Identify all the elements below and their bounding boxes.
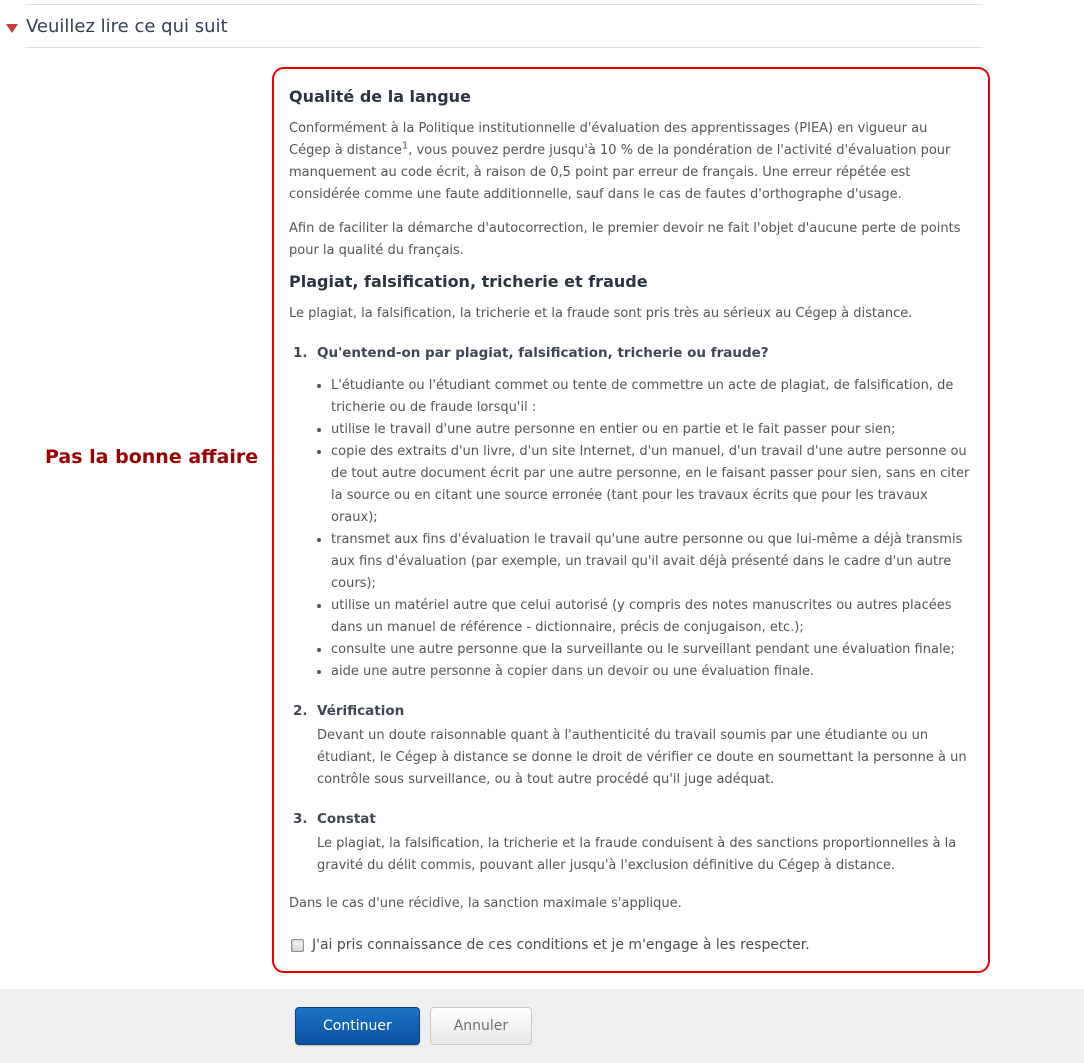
- list-item-verification: [289, 701, 973, 791]
- bullet-item: • L'étudiante ou l'étudiant commet ou tente de commettre un acte de plagiat, de falsification, de tricherie ou de fraude lorsqu'il :: [331, 375, 973, 419]
- paragraph-text: , vous pouvez perdre jusqu'à 10 % de la pondération de l'activité d'évaluation pour manquement au code écrit, à raison de 0,5 point par erreur de français. Une erreur répétée est considérée comme une faute additionnelle, sauf dans le cas de fautes d'orthographe d'usage.: [289, 143, 951, 202]
- plagiarism-bullet-list: [289, 375, 973, 683]
- list-item-title: Vérification: [317, 703, 405, 719]
- list-item-heading: [293, 343, 973, 363]
- list-item-number: 2.: [293, 703, 308, 719]
- conditions-checkbox[interactable]: [291, 939, 304, 952]
- paragraph-text: Conformément à la Politique institutionnelle d'évaluation des apprentissages (PIEA) en vigueur au Cégep à distance: [289, 121, 928, 158]
- list-item-definition: [289, 343, 973, 683]
- language-quality-heading: Qualité de la langue: [289, 87, 471, 106]
- bullet-item: • aide une autre personne à copier dans un devoir ou une évaluation finale.: [331, 661, 973, 683]
- conditions-checkbox-row: [291, 937, 973, 953]
- list-item-title: Qu'entend-on par plagiat, falsification, tricherie ou fraude?: [317, 345, 769, 361]
- list-item-text: Devant un doute raisonnable quant à l'authenticité du travail soumis par une étudiante ou un étudiant, le Cégep à distance se donne le droit de vérifier ce doute en soumettant la personne à un contrôle sous surveillance, ou à tout autre procédé qu'il juge adéquat.: [317, 728, 967, 787]
- list-item-heading: [293, 809, 973, 829]
- annotation-text: Pas la bonne affaire: [45, 446, 259, 468]
- plagiarism-heading: Plagiat, falsification, tricherie et fraude: [289, 272, 648, 291]
- list-item-heading: [293, 701, 973, 721]
- section-header: [0, 5, 1084, 47]
- continue-button[interactable]: Continuer: [295, 1007, 420, 1045]
- page-title: Veuillez lire ce qui suit: [26, 16, 228, 37]
- recidive-paragraph: Dans le cas d'une récidive, la sanction maximale s'applique.: [289, 896, 682, 911]
- bullet-item: • utilise un matériel autre que celui autorisé (y compris des notes manuscrites ou autres placées dans un manuel de référence - dictionnaire, précis de conjugaison, etc.);: [331, 595, 973, 639]
- conditions-checkbox-label[interactable]: J'ai pris connaissance de ces conditions et je m'engage à les respecter.: [312, 937, 810, 953]
- bullet-item: • copie des extraits d'un livre, d'un site Internet, d'un manuel, d'un travail d'une autre personne ou de tout autre document écrit par une autre personne, en le faisant passer pour sien, sans en citer la source ou en citant une source erronée (tant pour les travaux écrits que pour les travaux oraux);: [331, 441, 973, 529]
- conditions-notice-box: [272, 67, 990, 973]
- language-quality-paragraph: [289, 118, 973, 206]
- bullet-item: • consulte une autre personne que la surveillante ou le surveillant pendant une évaluation finale;: [331, 639, 973, 661]
- action-bar: [0, 989, 1084, 1063]
- list-item-text: Le plagiat, la falsification, la tricherie et la fraude conduisent à des sanctions proportionnelles à la gravité du délit commis, pouvant aller jusqu'à l'exclusion définitive du Cégep à distance.: [317, 836, 957, 873]
- list-item-number: 3.: [293, 811, 308, 827]
- cancel-button[interactable]: Annuler: [430, 1007, 532, 1045]
- bullet-item: • transmet aux fins d'évaluation le travail qu'une autre personne ou que lui-même a déjà transmis aux fins d'évaluation (par exemple, un travail qu'il avait déjà présenté dans le cadre d'un autre cours);: [331, 529, 973, 595]
- numbered-list: [289, 343, 973, 877]
- autocorrection-paragraph: Afin de faciliter la démarche d'autocorrection, le premier devoir ne fait l'objet d'aucune perte de points pour la qualité du français.: [289, 221, 961, 258]
- list-item-number: 1.: [293, 345, 308, 361]
- list-item-title: Constat: [317, 811, 376, 827]
- list-item-constat: [289, 809, 973, 877]
- collapse-arrow-icon[interactable]: [6, 24, 18, 33]
- footnote-reference: 1: [401, 140, 409, 152]
- bullet-item: • utilise le travail d'une autre personne en entier ou en partie et le fait passer pour sien;: [331, 419, 973, 441]
- plagiarism-intro-paragraph: Le plagiat, la falsification, la tricherie et la fraude sont pris très au sérieux au Cégep à distance.: [289, 306, 913, 321]
- content-area: [0, 48, 1084, 973]
